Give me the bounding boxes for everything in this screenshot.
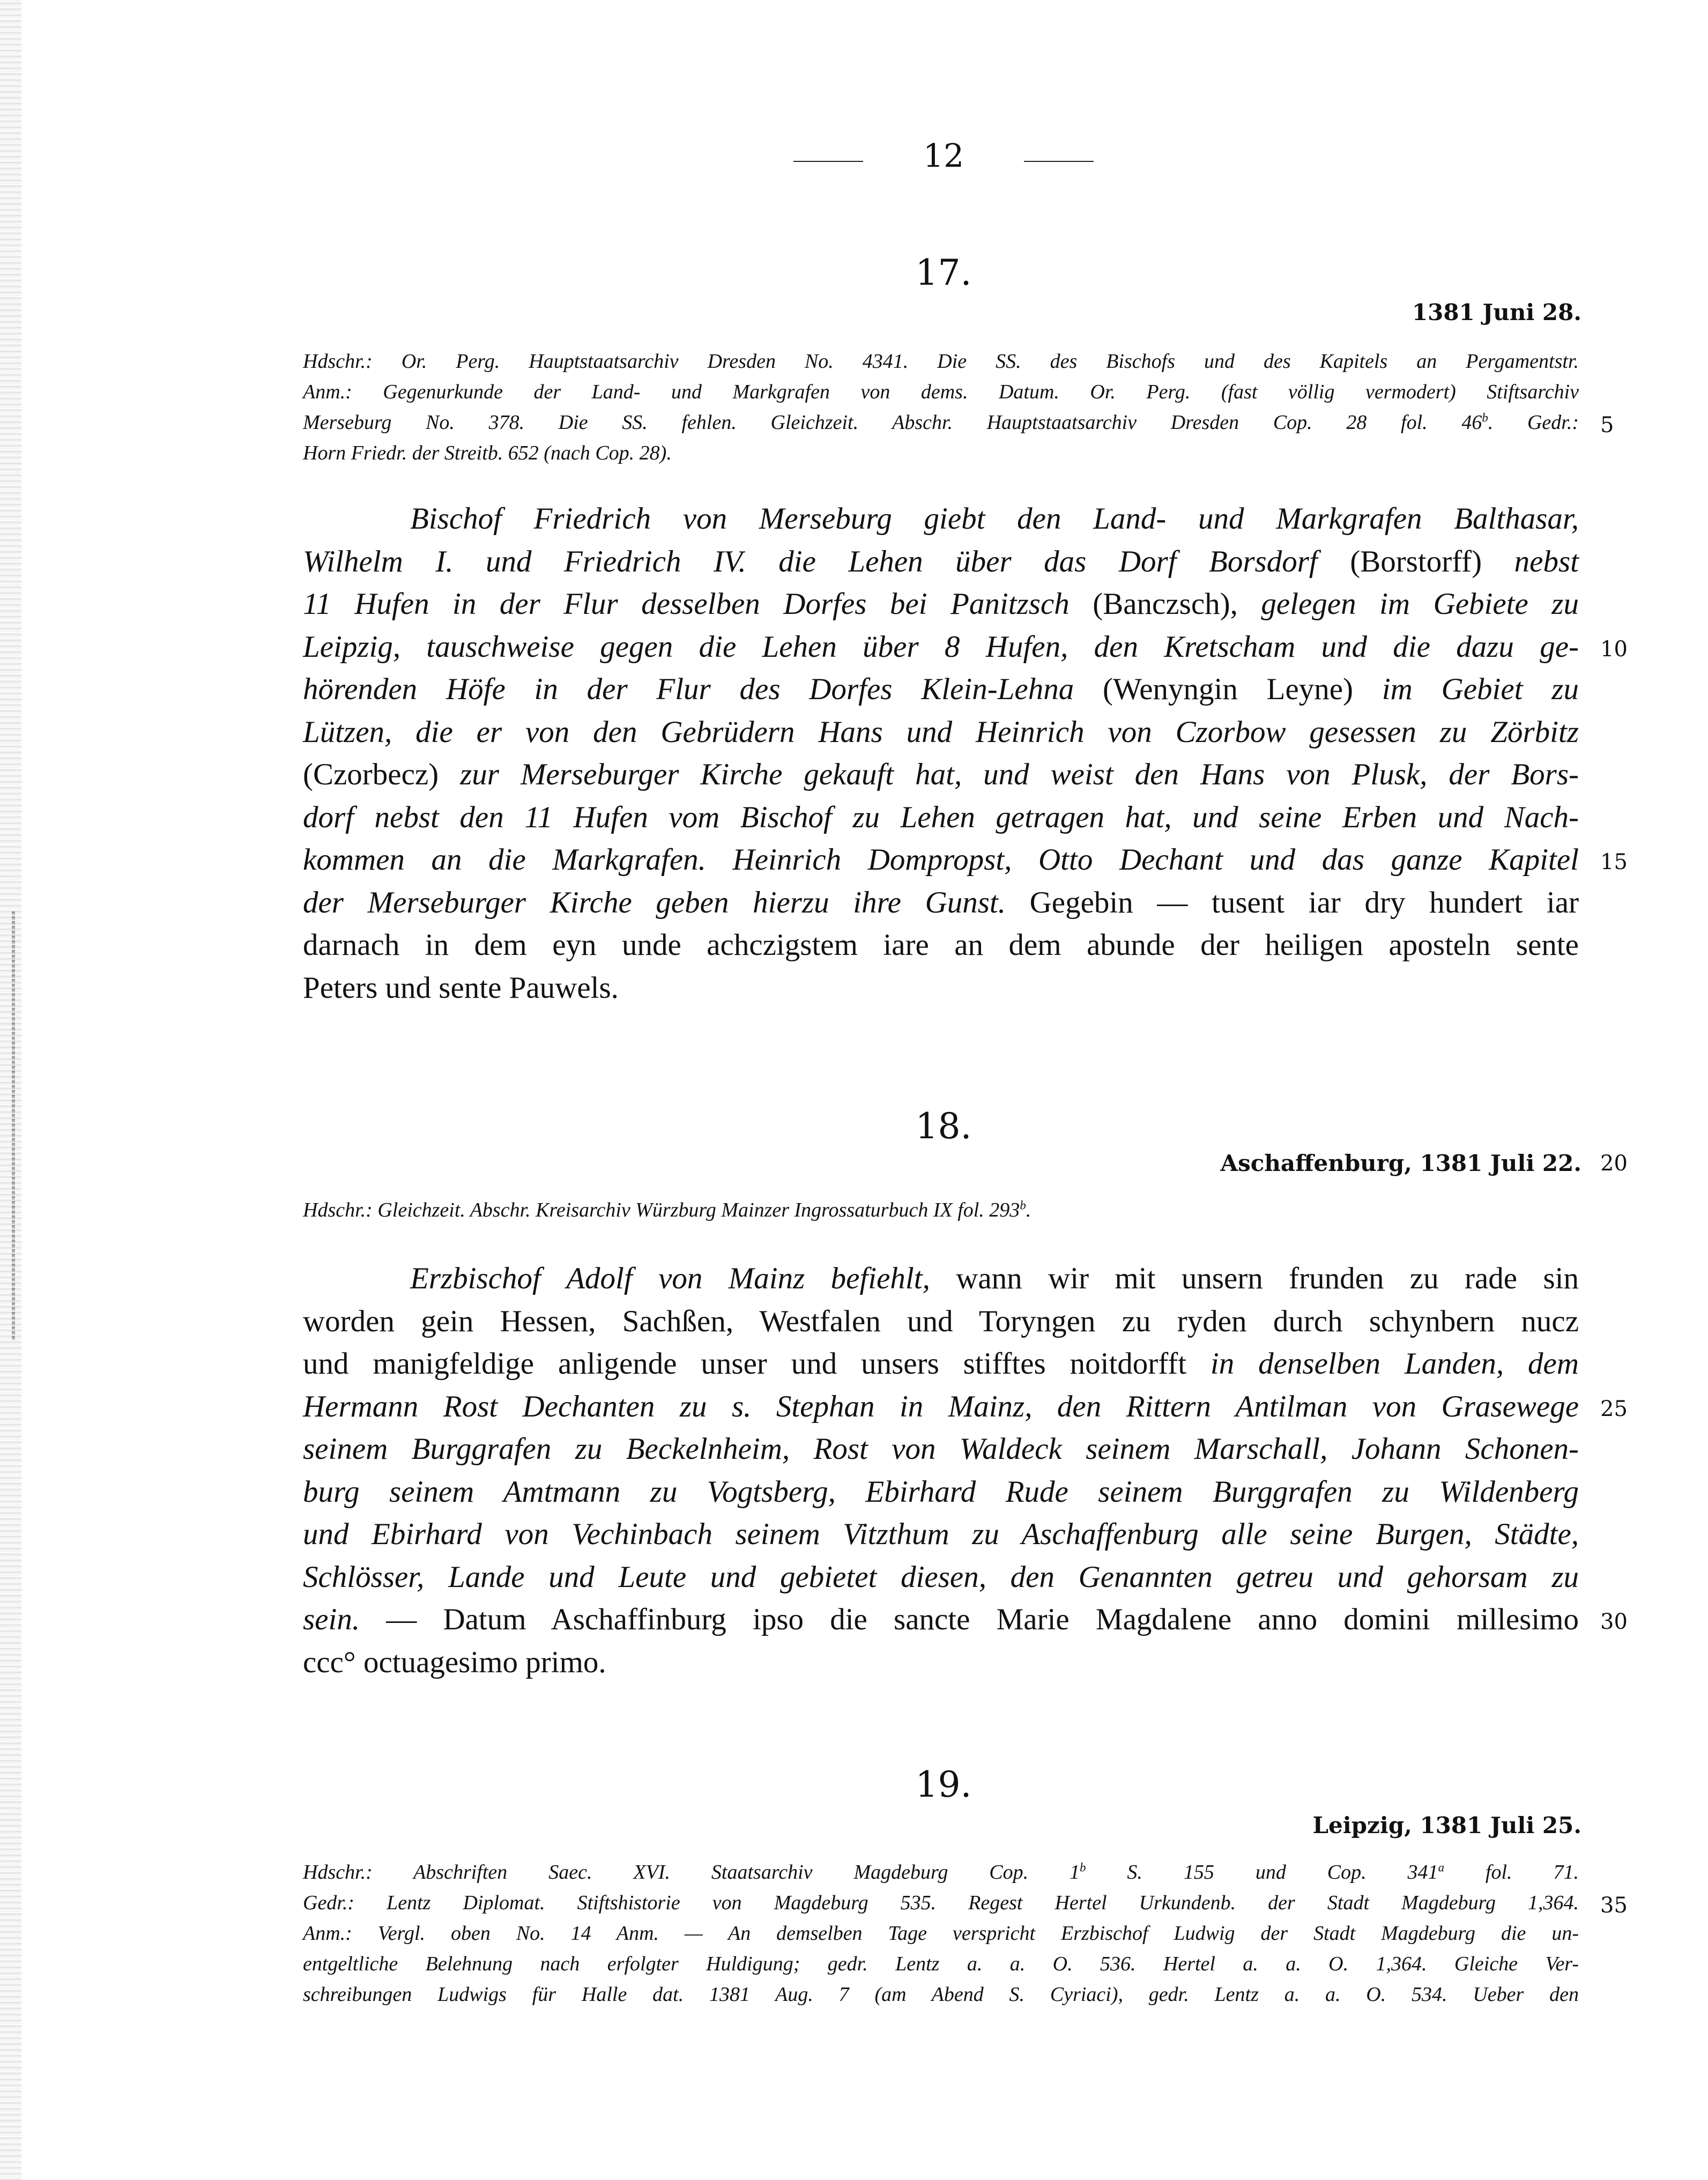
text-segment: seinem Burggrafen zu Beckelnheim, Rost von Waldeck seinem Marschall, Johann Schonen-: [303, 1432, 1579, 1466]
text-segment: Bischof Friedrich von Merseburg giebt den Land- und Markgrafen Balthasar,: [410, 502, 1579, 536]
superscript: a: [1438, 1860, 1444, 1874]
text-segment: . Gedr.:: [1488, 411, 1579, 434]
text-line: [303, 1474, 1579, 1517]
text-line: [410, 1261, 1579, 1304]
note-line: [303, 1922, 1579, 1952]
text-line: [303, 885, 1579, 928]
doc-19-dateline: Leipzig, 1381 Juli 25.: [1312, 1812, 1581, 1838]
text-segment: Lützen, die er von den Gebrüdern Hans und Heinrich von Czorbow gesessen zu Zörbitz: [303, 715, 1579, 749]
roman-segment: (Banczsch),: [1093, 587, 1238, 621]
text-segment: Gedr.: Lentz Diplomat. Stiftshistorie von Magdeburg 535. Regest Hertel Urkundenb. der Stadt Magdeburg 1,364.: [303, 1892, 1579, 1914]
margin-line-number: 15: [1600, 850, 1628, 874]
text-segment: Leipzig, tauschweise gegen die Lehen über 8 Hufen, den Kretscham und die dazu ge-: [303, 629, 1579, 664]
margin-line-number: 5: [1600, 413, 1614, 438]
text-line: [303, 757, 1579, 800]
doc-19-number: 19.: [915, 1764, 972, 1805]
roman-segment: (Borstorff): [1350, 544, 1482, 579]
text-line: [303, 1602, 1579, 1645]
text-segment: Merseburg No. 378. Die SS. fehlen. Gleichzeit. Abschr. Hauptstaatsarchiv Dresden Cop. 28 fol. 46: [303, 411, 1482, 434]
roman-segment: worden gein Hessen, Sachßen, Westfalen und Toryngen zu ryden durch schynbern nucz: [303, 1304, 1579, 1338]
roman-segment: — Datum Aschaffinburg ipso die sancte Marie Magdalene anno domini millesimo: [360, 1603, 1579, 1636]
note-line: [303, 1952, 1579, 1983]
doc-18-number: 18.: [915, 1106, 972, 1147]
text-line: [303, 1560, 1579, 1603]
roman-segment: (Wenyngin Leyne): [1103, 672, 1354, 706]
text-segment: nebst: [1482, 544, 1579, 579]
text-segment: und Ebirhard von Vechinbach seinem Vitzthum zu Aschaffenburg alle seine Burgen, Städte,: [303, 1517, 1579, 1551]
text-line: [303, 1389, 1579, 1432]
roman-segment: Peters und sente Pauwels.: [303, 970, 619, 1005]
text-line: [303, 928, 1579, 970]
text-segment: Hdschr.: Abschriften Saec. XVI. Staatsarchiv Magdeburg Cop. 1: [303, 1861, 1080, 1884]
text-segment: Anm.: Gegenurkunde der Land- und Markgrafen von dems. Datum. Or. Perg. (fast völlig vermodert) Stiftsarchiv: [303, 381, 1579, 403]
note-line: [303, 1198, 1579, 1229]
text-line: [303, 1517, 1579, 1560]
text-line: [303, 800, 1579, 843]
margin-line-number: 25: [1600, 1396, 1628, 1421]
text-segment: S. 155 und Cop. 341: [1086, 1861, 1438, 1884]
note-line: [303, 350, 1579, 380]
roman-segment: ccc° octuagesimo primo.: [303, 1645, 606, 1679]
text-segment: gelegen im Gebiete zu: [1237, 587, 1579, 621]
text-line: [410, 501, 1579, 544]
text-segment: 11 Hufen in der Flur desselben Dorfes bei Panitzsch: [303, 587, 1093, 621]
note-line: [303, 1983, 1579, 2013]
text-segment: Erzbischof Adolf von Mainz befiehlt,: [410, 1262, 956, 1295]
text-segment: Hermann Rost Dechanten zu s. Stephan in Mainz, den Rittern Antilman von Grasewege: [303, 1389, 1579, 1423]
page-number: 12: [923, 137, 964, 175]
page-header: [793, 137, 1094, 180]
text-line: [303, 715, 1579, 758]
scan-edge-artifact-dark: [12, 911, 15, 1340]
roman-segment: Gegebin — tusent iar dry hundert iar: [1006, 885, 1579, 920]
roman-segment: (Czorbecz): [303, 758, 439, 791]
text-segment: dorf nebst den 11 Hufen vom Bischof zu Lehen getragen hat, und seine Erben und Nach-: [303, 800, 1579, 834]
text-line: [303, 672, 1579, 715]
text-segment: der Merseburger Kirche geben hierzu ihre Gunst.: [303, 885, 1006, 920]
text-segment: .: [1026, 1199, 1031, 1221]
doc-18-dateline: Aschaffenburg, 1381 Juli 22.: [1220, 1150, 1581, 1176]
text-segment: kommen an die Markgrafen. Heinrich Dompropst, Otto Dechant und das ganze Kapitel: [303, 843, 1579, 877]
text-segment: sein.: [303, 1603, 360, 1636]
scan-edge-artifact: [0, 0, 21, 2180]
text-segment: Hdschr.: Or. Perg. Hauptstaatsarchiv Dresden No. 4341. Die SS. des Bischofs und des Kapitels an Pergamentstr.: [303, 350, 1579, 373]
doc-17-dateline: 1381 Juni 28.: [1412, 299, 1581, 325]
doc-17-number: 17.: [915, 252, 972, 293]
text-line: [303, 544, 1579, 587]
text-segment: Wilhelm I. und Friedrich IV. die Lehen über das Dorf Borsdorf: [303, 544, 1350, 579]
text-segment: entgeltliche Belehnung nach erfolgter Huldigung; gedr. Lentz a. a. O. 536. Hertel a. a. O. 1,364. Gleiche Ver-: [303, 1953, 1579, 1975]
text-line: [303, 970, 1579, 1013]
text-segment: Horn Friedr. der Streitb. 652 (nach Cop. 28).: [303, 442, 672, 464]
text-segment: fol. 71.: [1444, 1861, 1579, 1884]
text-line: [303, 629, 1579, 672]
margin-line-number: 30: [1600, 1610, 1628, 1634]
text-segment: burg seinem Amtmann zu Vogtsberg, Ebirhard Rude seinem Burggrafen zu Wildenberg: [303, 1474, 1579, 1509]
text-segment: Schlösser, Lande und Leute und gebietet diesen, den Genannten getreu und gehorsam zu: [303, 1560, 1579, 1594]
header-dash-right: [1024, 161, 1094, 162]
superscript: b: [1020, 1198, 1026, 1212]
text-segment: im Gebiet zu: [1353, 672, 1579, 706]
text-line: [303, 1304, 1579, 1347]
note-line: [303, 1860, 1579, 1891]
roman-segment: wann wir mit unsern frunden zu rade sin: [956, 1262, 1579, 1295]
superscript: b: [1482, 411, 1488, 425]
text-line: [303, 587, 1579, 629]
text-line: [303, 1645, 1579, 1688]
roman-segment: darnach in dem eyn unde achczigstem iare an dem abunde der heiligen aposteln sente: [303, 928, 1579, 962]
note-line: [303, 411, 1579, 441]
note-line: [303, 1891, 1579, 1922]
margin-line-number: 10: [1600, 636, 1628, 662]
text-line: [303, 1346, 1579, 1389]
text-line: [303, 1432, 1579, 1474]
text-segment: Hdschr.: Gleichzeit. Abschr. Kreisarchiv Würzburg Mainzer Ingrossaturbuch IX fol. 293: [303, 1199, 1020, 1221]
roman-segment: und manigfeldige anligende unser und unsers stifftes noitdorfft: [303, 1347, 1211, 1381]
margin-line-number: 35: [1600, 1893, 1628, 1918]
text-segment: zur Merseburger Kirche gekauft hat, und weist den Hans von Plusk, der Bors-: [439, 758, 1579, 791]
note-line: [303, 441, 1579, 472]
superscript: b: [1080, 1860, 1086, 1874]
doc-18-dateline-line-number: 20: [1600, 1151, 1628, 1176]
note-line: [303, 380, 1579, 411]
text-segment: hörenden Höfe in der Flur des Dorfes Klein-Lehna: [303, 672, 1103, 706]
text-segment: schreibungen Ludwigs für Halle dat. 1381 Aug. 7 (am Abend S. Cyriaci), gedr. Lentz a. a. O. 534. Ueber den: [303, 1983, 1579, 2006]
text-line: [303, 842, 1579, 885]
text-segment: in denselben Landen, dem: [1210, 1347, 1579, 1381]
text-segment: Anm.: Vergl. oben No. 14 Anm. — An demselben Tage verspricht Erzbischof Ludwig der Stadt Magdeburg die un-: [303, 1922, 1579, 1945]
